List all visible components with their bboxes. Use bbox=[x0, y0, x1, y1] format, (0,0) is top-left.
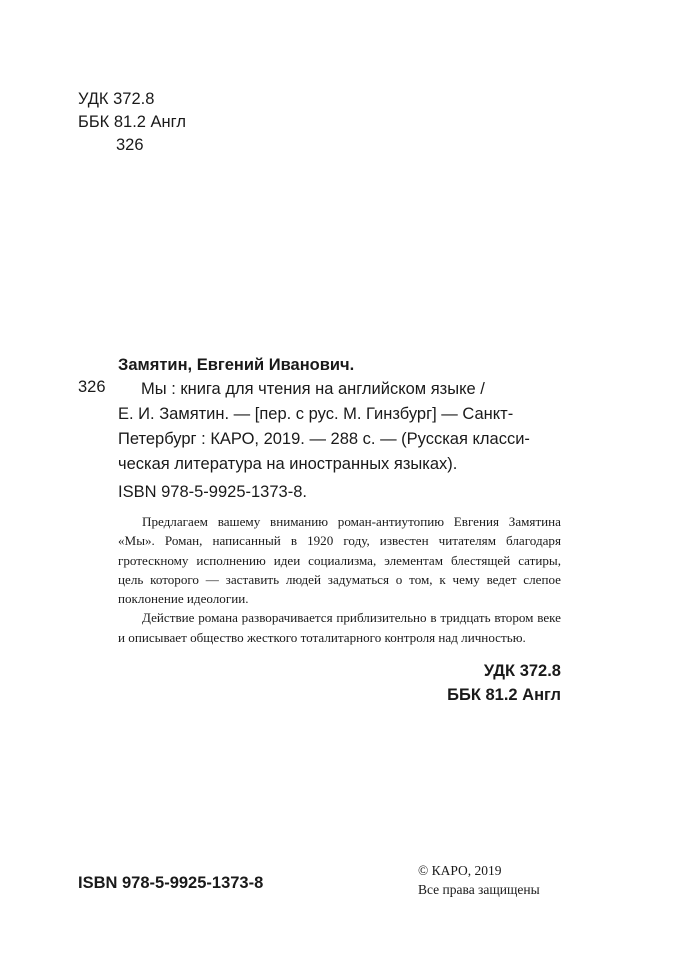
card-classification bbox=[447, 659, 561, 707]
bibliographic-entry bbox=[118, 377, 561, 477]
card-bbk: ББК 81.2 Англ bbox=[447, 686, 561, 704]
entry-line: Петербург : КАРО, 2019. — 288 с. — (Русская класси- bbox=[118, 430, 530, 448]
bbk-code: ББК 81.2 Англ bbox=[78, 113, 186, 131]
entry-line: Мы : книга для чтения на английском языке / bbox=[141, 380, 485, 398]
card-author-sign: 326 bbox=[78, 378, 106, 396]
author-sign: 326 bbox=[116, 136, 144, 154]
udk-code: УДК 372.8 bbox=[78, 90, 155, 108]
card-udk: УДК 372.8 bbox=[483, 662, 561, 680]
card-isbn: ISBN 978-5-9925-1373-8. bbox=[118, 483, 307, 501]
author-heading: Замятин, Евгений Иванович. bbox=[118, 356, 355, 374]
rights-notice: Все права защищены bbox=[418, 882, 540, 897]
annotation bbox=[118, 512, 561, 647]
copyright-notice: © КАРО, 2019 bbox=[418, 863, 502, 878]
library-codes bbox=[78, 88, 186, 157]
annotation-paragraph: Действие романа разворачивается приблизительно в тридцать втором веке и описывает общество жесткого тоталитарного контроля над личностью. bbox=[118, 610, 561, 645]
annotation-paragraph: Предлагаем вашему вниманию роман-антиутопию Евгения Замятина «Мы». Роман, написанный в 1920 году, известен читателям благодаря гротескному исполнению идеи социализма, элементам блестящей сатиры, цель которого — заставить людей задуматься о том, к чему ведет слепое поклонение идеологии. bbox=[118, 514, 561, 607]
copyright-block bbox=[418, 861, 540, 899]
entry-line: ческая литература на иностранных языках). bbox=[118, 455, 458, 473]
entry-line: Е. И. Замятин. — [пер. с рус. М. Гинзбург] — Санкт- bbox=[118, 405, 514, 423]
footer-isbn: ISBN 978-5-9925-1373-8 bbox=[78, 874, 264, 892]
